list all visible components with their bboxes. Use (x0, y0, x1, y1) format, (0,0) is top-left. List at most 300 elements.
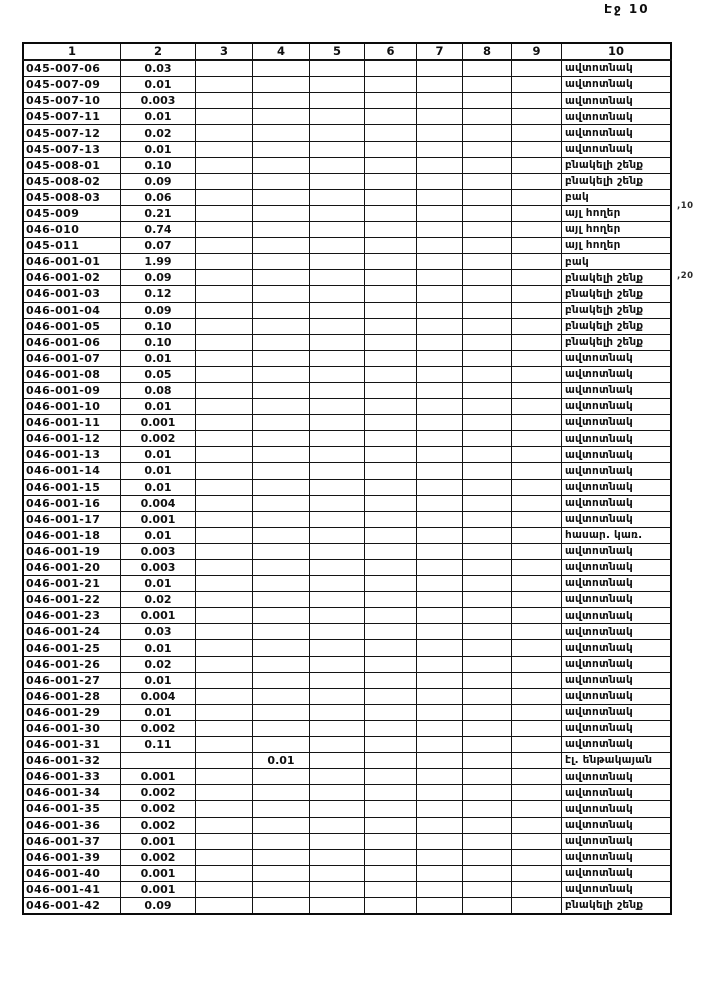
column-header: 3 (196, 43, 253, 60)
cell-value (417, 141, 463, 157)
cell-value (463, 415, 512, 431)
cell-land-use: այլ հողեր (562, 205, 672, 221)
cell-value (253, 833, 310, 849)
cell-value (512, 897, 562, 914)
cell-value (310, 527, 365, 543)
cell-value (196, 125, 253, 141)
cell-land-use: ավտոտնակ (562, 399, 672, 415)
cell-value: 0.002 (121, 817, 196, 833)
cell-value (512, 205, 562, 221)
cell-value (253, 463, 310, 479)
cell-value (512, 560, 562, 576)
cell-land-use: բնակելի շենք (562, 897, 672, 914)
cell-value (417, 881, 463, 897)
table-row (23, 479, 671, 495)
cell-value (365, 463, 417, 479)
cell-value (365, 77, 417, 93)
cell-value (365, 366, 417, 382)
cell-value (512, 753, 562, 769)
table-row (23, 592, 671, 608)
cell-value (253, 624, 310, 640)
cell-value (365, 865, 417, 881)
cell-value (310, 592, 365, 608)
cell-value (417, 592, 463, 608)
cell-value (463, 688, 512, 704)
cell-value: 0.02 (121, 592, 196, 608)
cell-value (417, 479, 463, 495)
cell-value (463, 720, 512, 736)
cell-value (365, 704, 417, 720)
cell-land-use: ավտոտնակ (562, 543, 672, 559)
cell-value (417, 270, 463, 286)
cell-value (463, 254, 512, 270)
cell-value (463, 608, 512, 624)
cell-value (253, 93, 310, 109)
cell-land-use: բակ (562, 189, 672, 205)
table-row (23, 109, 671, 125)
cell-value (512, 881, 562, 897)
cell-value (417, 109, 463, 125)
cell-land-use: ավտոտնակ (562, 431, 672, 447)
cell-parcel-code: 045-007-06 (23, 60, 121, 77)
cell-value: 0.001 (121, 608, 196, 624)
cell-value (365, 447, 417, 463)
cell-value (196, 366, 253, 382)
cell-value (365, 286, 417, 302)
cell-value: 0.002 (121, 720, 196, 736)
cell-value (463, 382, 512, 398)
cell-value: 0.01 (121, 141, 196, 157)
cell-value (253, 656, 310, 672)
cell-value (310, 801, 365, 817)
cell-land-use: ավտոտնակ (562, 881, 672, 897)
cell-value (512, 704, 562, 720)
cell-value (253, 865, 310, 881)
cell-value (365, 222, 417, 238)
cell-value (196, 624, 253, 640)
cell-parcel-code: 046-001-28 (23, 688, 121, 704)
table-row (23, 833, 671, 849)
cell-parcel-code: 046-001-13 (23, 447, 121, 463)
margin-note: ,20 (677, 270, 694, 281)
cell-value (196, 60, 253, 77)
cell-value (310, 688, 365, 704)
cell-value (512, 366, 562, 382)
cell-value: 0.001 (121, 415, 196, 431)
cell-value (310, 753, 365, 769)
cell-value (365, 624, 417, 640)
cell-value (463, 350, 512, 366)
cell-value (365, 125, 417, 141)
cell-value (253, 302, 310, 318)
cell-value (310, 125, 365, 141)
cell-parcel-code: 046-001-41 (23, 881, 121, 897)
table-row (23, 753, 671, 769)
cell-value (417, 640, 463, 656)
cell-value (512, 399, 562, 415)
table-row (23, 527, 671, 543)
table-row (23, 254, 671, 270)
cell-value (310, 608, 365, 624)
cell-value (365, 881, 417, 897)
cell-value (512, 592, 562, 608)
cell-value: 0.06 (121, 189, 196, 205)
cell-value (463, 704, 512, 720)
cell-value (365, 189, 417, 205)
cell-value (417, 318, 463, 334)
cell-value (365, 592, 417, 608)
cell-parcel-code: 046-001-37 (23, 833, 121, 849)
cell-value (365, 543, 417, 559)
cell-parcel-code: 046-001-35 (23, 801, 121, 817)
cell-parcel-code: 046-001-33 (23, 769, 121, 785)
cell-value: 0.01 (121, 704, 196, 720)
table-row (23, 222, 671, 238)
cell-value: 0.01 (121, 463, 196, 479)
cell-value (253, 785, 310, 801)
table-row (23, 463, 671, 479)
cell-value (512, 640, 562, 656)
cell-value (463, 238, 512, 254)
cell-parcel-code: 046-001-03 (23, 286, 121, 302)
table-row (23, 672, 671, 688)
cell-value (417, 93, 463, 109)
cell-value (310, 672, 365, 688)
cell-value (417, 366, 463, 382)
cell-value (417, 238, 463, 254)
table-row (23, 897, 671, 914)
table-row (23, 737, 671, 753)
cell-land-use: ավտոտնակ (562, 350, 672, 366)
cell-value (417, 527, 463, 543)
cell-value (463, 865, 512, 881)
cell-value (196, 254, 253, 270)
column-header: 5 (310, 43, 365, 60)
cell-value: 0.01 (121, 479, 196, 495)
cell-land-use: ավտոտնակ (562, 849, 672, 865)
cell-value (365, 479, 417, 495)
header-row (23, 43, 671, 60)
cell-value: 0.10 (121, 318, 196, 334)
cell-parcel-code: 046-010 (23, 222, 121, 238)
cell-value: 0.01 (121, 576, 196, 592)
cell-value (512, 801, 562, 817)
cell-value (365, 720, 417, 736)
cell-value (512, 302, 562, 318)
cell-parcel-code: 046-001-01 (23, 254, 121, 270)
cell-value (417, 753, 463, 769)
cell-value: 0.09 (121, 302, 196, 318)
cell-parcel-code: 046-001-14 (23, 463, 121, 479)
cell-value: 1.99 (121, 254, 196, 270)
cell-value (310, 737, 365, 753)
cell-value (512, 350, 562, 366)
cell-parcel-code: 045-007-11 (23, 109, 121, 125)
cell-parcel-code: 046-001-27 (23, 672, 121, 688)
cell-land-use: բնակելի շենք (562, 270, 672, 286)
cell-value (253, 608, 310, 624)
table-row (23, 881, 671, 897)
column-header: 2 (121, 43, 196, 60)
cell-value (196, 608, 253, 624)
cell-value (253, 431, 310, 447)
cell-value (365, 737, 417, 753)
cell-land-use: ավտոտնակ (562, 769, 672, 785)
cell-value (365, 495, 417, 511)
cell-value (196, 769, 253, 785)
table-row (23, 189, 671, 205)
cell-land-use: բնակելի շենք (562, 302, 672, 318)
cell-value: 0.09 (121, 897, 196, 914)
cell-value (253, 254, 310, 270)
cell-value (512, 157, 562, 173)
cell-value (253, 688, 310, 704)
cell-value (365, 527, 417, 543)
cell-value (463, 817, 512, 833)
cell-value (512, 720, 562, 736)
cell-land-use: ավտոտնակ (562, 463, 672, 479)
cell-value: 0.01 (121, 77, 196, 93)
cell-parcel-code: 046-001-15 (23, 479, 121, 495)
cell-value (310, 109, 365, 125)
cell-value (253, 817, 310, 833)
cell-value: 0.11 (121, 737, 196, 753)
cell-value (365, 109, 417, 125)
cell-value (310, 881, 365, 897)
cell-value (310, 495, 365, 511)
cell-value (463, 753, 512, 769)
cell-value (196, 415, 253, 431)
cell-value (196, 737, 253, 753)
table-row (23, 817, 671, 833)
cell-value (417, 302, 463, 318)
table-row (23, 238, 671, 254)
cell-value (310, 366, 365, 382)
table-row (23, 173, 671, 189)
cell-value (417, 576, 463, 592)
column-header: 7 (417, 43, 463, 60)
cell-value: 0.01 (121, 527, 196, 543)
cell-parcel-code: 045-007-13 (23, 141, 121, 157)
cell-value (512, 479, 562, 495)
cell-value (253, 399, 310, 415)
cell-value (365, 318, 417, 334)
cell-value (512, 254, 562, 270)
cell-value (253, 173, 310, 189)
cell-land-use: ավտոտնակ (562, 608, 672, 624)
cell-land-use: ավտոտնակ (562, 560, 672, 576)
cell-value (463, 205, 512, 221)
cell-value (463, 109, 512, 125)
cell-value (310, 270, 365, 286)
cell-value: 0.001 (121, 865, 196, 881)
table-row (23, 399, 671, 415)
table-row (23, 511, 671, 527)
table-row (23, 415, 671, 431)
cell-value (196, 640, 253, 656)
cell-parcel-code: 046-001-17 (23, 511, 121, 527)
cell-value (463, 511, 512, 527)
cell-value (196, 688, 253, 704)
cell-parcel-code: 045-011 (23, 238, 121, 254)
cell-value (417, 334, 463, 350)
cell-parcel-code: 046-001-12 (23, 431, 121, 447)
cell-value (463, 897, 512, 914)
cell-value: 0.03 (121, 624, 196, 640)
cell-value (310, 817, 365, 833)
cell-value: 0.02 (121, 125, 196, 141)
cell-value (310, 431, 365, 447)
cell-land-use: ավտոտնակ (562, 624, 672, 640)
cell-value (417, 463, 463, 479)
table-row (23, 865, 671, 881)
cell-value: 0.003 (121, 543, 196, 559)
cell-value (196, 463, 253, 479)
cell-value (253, 270, 310, 286)
cell-value (417, 704, 463, 720)
cell-value (417, 785, 463, 801)
table-row (23, 849, 671, 865)
cell-value (253, 447, 310, 463)
cell-value (196, 238, 253, 254)
cell-land-use: ավտոտնակ (562, 366, 672, 382)
cell-value: 0.003 (121, 560, 196, 576)
cell-value (310, 720, 365, 736)
cell-land-use: բակ (562, 254, 672, 270)
cell-value: 0.004 (121, 495, 196, 511)
cell-value (253, 350, 310, 366)
cell-parcel-code: 046-001-02 (23, 270, 121, 286)
cell-parcel-code: 045-007-10 (23, 93, 121, 109)
cell-land-use: ավտոտնակ (562, 77, 672, 93)
cell-value (463, 222, 512, 238)
cell-value (253, 769, 310, 785)
cell-value (253, 125, 310, 141)
cell-value (196, 93, 253, 109)
table-row (23, 141, 671, 157)
cell-value: 0.10 (121, 157, 196, 173)
cell-value (463, 576, 512, 592)
cell-value (463, 93, 512, 109)
cell-value (365, 141, 417, 157)
cell-value (310, 254, 365, 270)
cell-parcel-code: 046-001-05 (23, 318, 121, 334)
cell-value (512, 238, 562, 254)
cell-value (417, 560, 463, 576)
cell-value (310, 447, 365, 463)
cell-value (310, 704, 365, 720)
cell-value (196, 447, 253, 463)
cell-parcel-code: 046-001-32 (23, 753, 121, 769)
cell-value (417, 897, 463, 914)
cell-value (512, 415, 562, 431)
cell-value (365, 254, 417, 270)
cell-land-use: ավտոտնակ (562, 640, 672, 656)
cell-value (310, 238, 365, 254)
cell-land-use: ավտոտնակ (562, 737, 672, 753)
cell-value (417, 849, 463, 865)
cell-value (512, 624, 562, 640)
cell-land-use: ավտոտնակ (562, 801, 672, 817)
cell-value (196, 881, 253, 897)
cell-value (310, 897, 365, 914)
cell-value (253, 77, 310, 93)
cell-value (310, 576, 365, 592)
cell-value (463, 737, 512, 753)
cell-parcel-code: 045-008-02 (23, 173, 121, 189)
table-row (23, 560, 671, 576)
table-row (23, 77, 671, 93)
cell-value (417, 382, 463, 398)
cell-value (463, 833, 512, 849)
cell-parcel-code: 046-001-20 (23, 560, 121, 576)
cell-value (463, 640, 512, 656)
cell-value (310, 286, 365, 302)
cell-value (512, 77, 562, 93)
cell-parcel-code: 045-008-01 (23, 157, 121, 173)
cell-land-use: բնակելի շենք (562, 173, 672, 189)
cell-value (310, 560, 365, 576)
cell-value (253, 382, 310, 398)
cell-value (512, 769, 562, 785)
cell-value (463, 302, 512, 318)
cell-land-use: ավտոտնակ (562, 495, 672, 511)
cell-value (417, 495, 463, 511)
table-row (23, 60, 671, 77)
cell-value (253, 205, 310, 221)
cell-value (196, 157, 253, 173)
cell-value: 0.12 (121, 286, 196, 302)
cell-value (463, 189, 512, 205)
cell-land-use: ավտոտնակ (562, 865, 672, 881)
margin-note: ,10 (677, 201, 694, 212)
cell-land-use: բնակելի շենք (562, 318, 672, 334)
cell-value (512, 318, 562, 334)
table-row (23, 125, 671, 141)
cell-value (310, 141, 365, 157)
cell-value (365, 173, 417, 189)
cell-value (196, 286, 253, 302)
table-row (23, 93, 671, 109)
cell-value (417, 624, 463, 640)
cell-value (310, 656, 365, 672)
cell-value: 0.74 (121, 222, 196, 238)
table-row (23, 640, 671, 656)
cell-value (365, 238, 417, 254)
cell-value (310, 302, 365, 318)
cell-value (253, 366, 310, 382)
cell-value (417, 737, 463, 753)
table-row (23, 270, 671, 286)
cell-value (365, 817, 417, 833)
cell-land-use: ավտոտնակ (562, 447, 672, 463)
cell-value (463, 77, 512, 93)
cell-value (310, 415, 365, 431)
cell-value (253, 141, 310, 157)
cell-value: 0.001 (121, 881, 196, 897)
cell-land-use: ավտոտնակ (562, 592, 672, 608)
cell-parcel-code: 046-001-06 (23, 334, 121, 350)
cell-value (463, 527, 512, 543)
table-row (23, 350, 671, 366)
cell-value (417, 157, 463, 173)
column-header: 9 (512, 43, 562, 60)
cell-value (253, 157, 310, 173)
cell-value (463, 399, 512, 415)
cell-value (196, 560, 253, 576)
cell-value (512, 865, 562, 881)
cell-value (365, 334, 417, 350)
